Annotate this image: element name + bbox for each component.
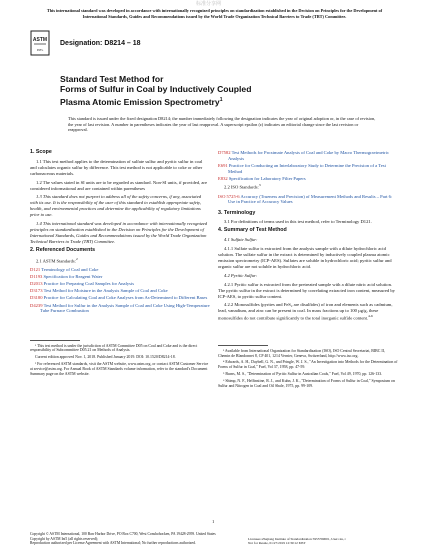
title-line-1: Standard Test Method for [60,74,164,84]
license-line-right-1: Licensee=Zhejiang Institute of Standardization 5955769001, User=xu, r [248,537,346,541]
para-3-1: 3.1 For definitions of terms used in this test method, refer to Terminology D121. [224,219,372,225]
section-references-heading: 2. Referenced Documents [30,246,96,253]
title-footnote-marker: 1 [219,96,223,103]
reference-code[interactable]: D121 [30,267,41,273]
reference-title[interactable]: Specification for Laboratory Filter Papers [228,176,306,181]
footnote-2: ² For referenced ASTM standards, visit the ASTM website, www.astm.org, or contact ASTM Customer Service at service@astm.org. For Annual Book of ASTM Standards volume information, refer to the standard's Document Summary page on the ASTM website. [30,362,209,377]
copyright-line: Copyright © ASTM International, 100 Barr Harbor Drive, PO Box C700, West Conshohocken, PA 19428-2959. United States [30,532,216,536]
para-4-2-2 [218,302,398,321]
para-2-2 [218,183,398,190]
section-scope-heading: 1. Scope [30,149,52,155]
reference-title[interactable]: Specification for Reagent Water [43,274,103,280]
svg-text:ASTM: ASTM [32,37,48,43]
reference-code[interactable]: D4239 [30,302,43,308]
title-line-2: Forms of Sulfur in Coal by Inductively Coupled [60,84,252,95]
footnote-divider [30,340,80,341]
title-line-3 [60,95,390,107]
para-4-2-2-text: 4.2.2 Monosulfides (pyrites and FeS₂ are disulfides) of iron and elements such as cadmium, lead, vanadium, and zinc can be present in coal. In mass fractions up to 100 µg/g, these monosulfides do not contribute significantly to the total inorganic sulfide content. [218,302,393,321]
reference-code[interactable]: D3173 [30,288,43,294]
para-4-2-1: 4.2.1 Pyritic sulfur is extracted from the pretreated sample with a dilute nitric acid solution. The pyritic sulfur in the extract is determined by correlating extracted iron content, measured by ICP-AES, to pyritic sulfur content. [218,281,395,299]
page-number: 1 [212,519,215,524]
reference-title[interactable]: Terminology of Coal and Coke [41,267,99,273]
license-footer-right [248,537,346,545]
header-notice: This international standard was developed in accordance with internationally recognized principles on standardization established in the Decision on Principles for the Development of International Standards, Guides and Recommendations issued by the World Trade Organization Technical Barriers to Trade (TBT) Committee. [46,8,383,19]
footnote-marker-2: 2 [75,256,78,261]
reference-code[interactable]: E832 [218,176,228,181]
para-2-2-text: 2.2 ISO Standards: [224,184,259,190]
reference-title[interactable]: Accuracy (Trueness and Precision) of Measurement Methods and Results – Part 6: Use in Practice of Accuracy Values [228,193,393,205]
para-1-2: 1.2 The values stated in SI units are to be regarded as standard. Non-SI units, if provided, are considered informational and are contained within parentheses [30,179,207,191]
reference-item[interactable] [30,295,210,301]
reference-title[interactable]: Practice for Preparing Coal Samples for Analysis [43,281,134,287]
section-summary-heading: 4. Summary of Test Method [218,227,287,234]
reference-title[interactable]: Test Methods for Proximate Analysis of Coal and Coke by Macro Thermogravimetric Analysis [228,150,390,161]
reference-item[interactable] [30,267,210,273]
reference-code[interactable]: E691 [218,163,228,168]
para-1-1: 1.1 This test method applies to the determination of sulfate sulfur and pyritic sulfur in coal and calculates organic sulfur by difference. This test method is not applicable to coke or other carbonaceous materials. [30,158,203,176]
reference-title[interactable]: Practice for Conducting an Interlaboratory Study to Determine the Precision of a Test Method [228,163,386,174]
issuance-note: This standard is issued under the fixed designation D8214; the number immediately following the designation indicates the year of original adoption or, in the case of revision, the year of last revision. A number in parentheses indicates the year of last reapproval. A superscript epsilon (ε) indicates an editorial change since the last revision or reapproval. [68,116,376,133]
astm-logo-icon [30,30,50,56]
footnote-marker-3: 3 [258,183,261,188]
footnote-4: ⁴ Edwards, A. H., Daybell, G. N., and Pringle, W. J. S., "An Investigation into Methods for the Determination of Forms of Sulfur in Coal," Fuel, Vol 37, 1958, pp. 47-59. [218,360,398,370]
right-column [218,150,398,391]
license-line-right-2: Not for Resale, 01/27/2019 12:39:12 MST [248,541,306,546]
footnote-marker-4-6: 4-6 [368,314,373,319]
reference-title[interactable]: Practice for Calculating Coal and Coke Analyses from As-Determined to Different Bases [43,295,208,301]
footnote-3: ³ Available from International Organization for Standardization (ISO), ISO Central Secretariat, BIBC II, Chemin de Blandonnet 8, CP 401, 1214 Vernier, Geneva, Switzerland, http://www.iso.org. [218,348,385,358]
reference-item[interactable] [218,163,398,175]
reference-code[interactable]: D3180 [30,295,43,301]
para-4-2: 4.2 Pyritic Sulfur: [224,272,258,278]
para-2-1-text: 2.1 ASTM Standards: [36,258,76,264]
reference-item[interactable] [218,150,398,162]
watermark-text: 标准分享网 [196,2,222,7]
para-4-1: 4.1 Sulfate Sulfur: [224,237,258,243]
reference-item[interactable] [30,288,210,294]
footnote-5: ⁵ Burns, M. S., "Determination of Pyritic Sulfur in Australian Coals," Fuel, Vol 49, 1970, pp. 126-133. [223,372,383,377]
reference-item[interactable] [30,303,210,315]
para-2-1 [30,257,210,264]
reference-item[interactable] [30,274,210,280]
left-column [30,150,210,379]
footnote-1: ¹ This test method is under the jurisdiction of ASTM Committee D05 on Coal and Coke and is the direct responsibility of Subcommittee D05.21 on Methods of Analysis. [30,343,198,353]
footnote-6: ⁶ Shimp, N. F., Helfinstine, R. J., and Kuhn, J. K., "Determination of Forms of Sulfur in Coal," Symposium on Sulfur and Nitrogen in Coal and Oil Shale, 1975, pp. 99-109. [218,379,395,389]
para-1-4: 1.4 This international standard was developed in accordance with internationally recognized principles on standardization established in the Decision on Principles for the Development of International Standards, Guides and Recommendations issued by the World Trade Organization Technical Barriers to Trade (TBT) Committee. [30,221,208,244]
license-line-left-2: Reproduction authorized per License Agreement with ASTM International; No further reproductions authorized. [30,541,196,546]
reference-item[interactable] [30,281,210,287]
reference-title[interactable]: Test Method for Moisture in the Analysis Sample of Coal and Coke [43,288,168,294]
svg-text:INTL: INTL [36,48,44,52]
designation: Designation: D8214 – 18 [60,40,141,47]
footnote-edition: Current edition approved Nov. 1, 2018. Published January 2019. DOI: 10.1520/D8214-18. [35,355,176,360]
document-title [60,74,390,107]
reference-code[interactable]: ISO 5725-6 [218,193,240,199]
title-line-3-text: Plasma Atomic Emission Spectrometry [60,96,220,107]
reference-title[interactable]: Test Method for Sulfur in the Analysis Sample of Coal and Coke Using High-Temperature Tube Furnace Combustion [40,302,210,314]
reference-item[interactable] [218,194,398,206]
reference-code[interactable]: D1193 [30,274,43,280]
section-terminology-heading: 3. Terminology [218,209,256,216]
para-1-3: 1.3 This standard does not purport to address all of the safety concerns, if any, associated with its use. It is the responsibility of the user of this standard to establish appropriate safety, health, and environmental practices and determine the applicability of regulatory limitations prior to use. [30,194,202,218]
para-4-1-1: 4.1.1 Sulfate sulfur is extracted from the analysis sample with a dilute hydrochloric acid solution. The sulfate sulfur in the extract is determined by inductively coupled plasma atomic emission spectrometry (ICP-AES). Sulfates are soluble in hydrochloric acid; pyritic sulfur and organic sulfur are not soluble in hydrochloric acid. [218,246,392,269]
footnote-divider [218,345,268,346]
reference-code[interactable]: D7582 [218,150,231,155]
reference-item[interactable] [218,176,398,182]
license-line-left-1: Copyright by ASTM Int'l (all rights reserved); [30,536,99,541]
reference-code[interactable]: D2013 [30,281,43,287]
